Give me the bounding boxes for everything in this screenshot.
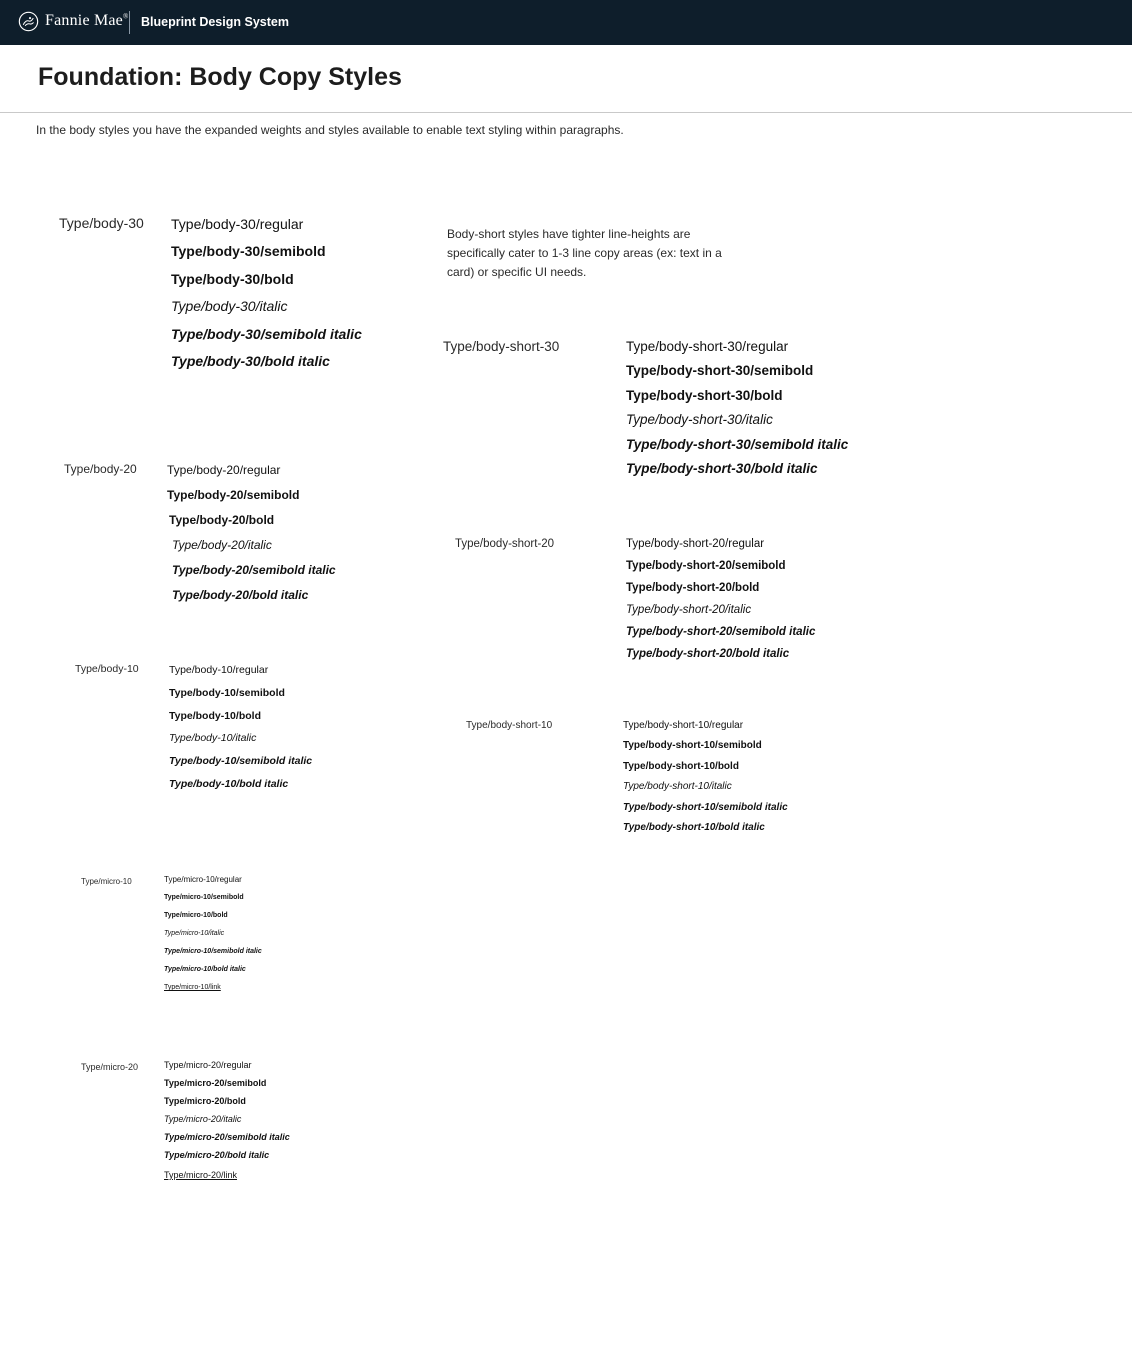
sample-italic: Type/body-short-30/italic xyxy=(626,412,773,428)
sample-regular: Type/body-20/regular xyxy=(167,463,281,477)
sample-italic: Type/body-20/italic xyxy=(172,538,272,552)
sample-bold: Type/body-short-20/bold xyxy=(626,582,760,594)
sample-bold-italic: Type/micro-20/bold italic xyxy=(164,1150,270,1160)
sample-link[interactable]: Type/micro-20/link xyxy=(164,1170,238,1180)
sample-italic: Type/body-30/italic xyxy=(171,298,288,315)
sample-semibold: Type/body-short-30/semibold xyxy=(626,363,814,379)
design-system-name[interactable]: Blueprint Design System xyxy=(141,15,289,29)
sample-semibold: Type/micro-10/semibold xyxy=(164,894,244,901)
group-label-body-short-20: Type/body-short-20 xyxy=(455,538,555,550)
registered-mark: ® xyxy=(122,12,129,21)
sample-bold: Type/body-20/bold xyxy=(169,513,275,527)
sample-bold-italic: Type/body-10/bold italic xyxy=(169,777,289,790)
group-label-micro-20: Type/micro-20 xyxy=(81,1062,139,1072)
group-label-body-short-30: Type/body-short-30 xyxy=(443,339,560,354)
title-divider xyxy=(0,112,1132,113)
sample-semibold: Type/micro-20/semibold xyxy=(164,1078,267,1088)
group-label-body-10: Type/body-10 xyxy=(75,663,139,675)
sample-bold-italic: Type/body-20/bold italic xyxy=(172,588,309,602)
sample-regular: Type/micro-10/regular xyxy=(164,875,242,884)
sample-semibold-italic: Type/body-10/semibold italic xyxy=(169,755,313,768)
sample-bold: Type/micro-20/bold xyxy=(164,1096,246,1106)
sample-regular: Type/body-short-20/regular xyxy=(626,538,765,550)
sample-bold-italic: Type/micro-10/bold italic xyxy=(164,966,246,973)
body-short-note: Body-short styles have tighter line-heights are specifically cater to 1-3 line copy areas (ex: text in a card) or specific UI needs. xyxy=(447,227,722,279)
sample-italic: Type/body-short-20/italic xyxy=(626,604,752,616)
sample-regular: Type/body-short-10/regular xyxy=(623,720,744,731)
intro-text: In the body styles you have the expanded weights and styles available to enable text styling within paragraphs. xyxy=(36,123,624,137)
sample-bold: Type/body-short-30/bold xyxy=(626,387,783,403)
sample-semibold-italic: Type/body-short-20/semibold italic xyxy=(626,626,816,638)
sample-semibold: Type/body-short-10/semibold xyxy=(623,740,762,752)
fannie-mae-logo-icon[interactable] xyxy=(18,11,39,32)
sample-bold-italic: Type/body-short-10/bold italic xyxy=(623,821,765,833)
sample-regular: Type/body-30/regular xyxy=(171,216,304,232)
sample-semibold-italic: Type/micro-10/semibold italic xyxy=(164,948,262,955)
sample-list-body-30 xyxy=(171,214,362,378)
sample-italic: Type/body-short-10/italic xyxy=(623,781,732,793)
sample-semibold-italic: Type/body-20/semibold italic xyxy=(172,563,336,577)
sample-semibold: Type/body-30/semibold xyxy=(171,243,326,260)
sample-italic: Type/body-10/italic xyxy=(169,732,257,745)
sample-regular: Type/body-10/regular xyxy=(169,664,269,676)
sample-semibold: Type/body-10/semibold xyxy=(169,686,285,699)
sample-semibold: Type/body-short-20/semibold xyxy=(626,560,786,572)
group-label-body-30: Type/body-30 xyxy=(59,215,144,231)
group-label-body-20: Type/body-20 xyxy=(64,462,137,476)
sample-regular: Type/body-short-30/regular xyxy=(626,339,789,354)
sample-bold-italic: Type/body-short-30/bold italic xyxy=(626,460,818,476)
sample-regular: Type/micro-20/regular xyxy=(164,1060,252,1070)
sample-list-body-20 xyxy=(167,462,336,612)
sample-bold: Type/micro-10/bold xyxy=(164,912,228,919)
page-title: Foundation: Body Copy Styles xyxy=(38,63,402,91)
sample-list-body-short-20 xyxy=(626,536,815,668)
brand-divider xyxy=(129,11,130,34)
sample-bold-italic: Type/body-30/bold italic xyxy=(171,352,330,369)
sample-semibold-italic: Type/body-30/semibold italic xyxy=(171,325,362,342)
sample-list-micro-20 xyxy=(164,1059,290,1187)
sample-bold: Type/body-30/bold xyxy=(171,270,294,287)
top-bar xyxy=(0,0,1132,45)
sample-semibold-italic: Type/body-short-30/semibold italic xyxy=(626,436,849,452)
sample-italic: Type/micro-10/italic xyxy=(164,930,225,937)
sample-link[interactable]: Type/micro-10/link xyxy=(164,984,221,991)
sample-semibold: Type/body-20/semibold xyxy=(167,488,300,502)
sample-list-micro-10 xyxy=(164,874,262,1000)
sample-bold-italic: Type/body-short-20/bold italic xyxy=(626,648,790,660)
sample-list-body-short-10 xyxy=(623,719,788,841)
sample-italic: Type/micro-20/italic xyxy=(164,1114,242,1124)
sample-list-body-10 xyxy=(169,663,312,800)
sample-semibold-italic: Type/body-short-10/semibold italic xyxy=(623,801,788,813)
sample-bold: Type/body-short-10/bold xyxy=(623,760,739,772)
brand-name[interactable]: Fannie Mae® xyxy=(45,12,129,29)
sample-semibold-italic: Type/micro-20/semibold italic xyxy=(164,1132,290,1142)
group-label-body-short-10: Type/body-short-10 xyxy=(466,720,553,731)
group-label-micro-10: Type/micro-10 xyxy=(81,877,132,886)
sample-bold: Type/body-10/bold xyxy=(169,709,261,722)
sample-list-body-short-30 xyxy=(626,338,848,484)
